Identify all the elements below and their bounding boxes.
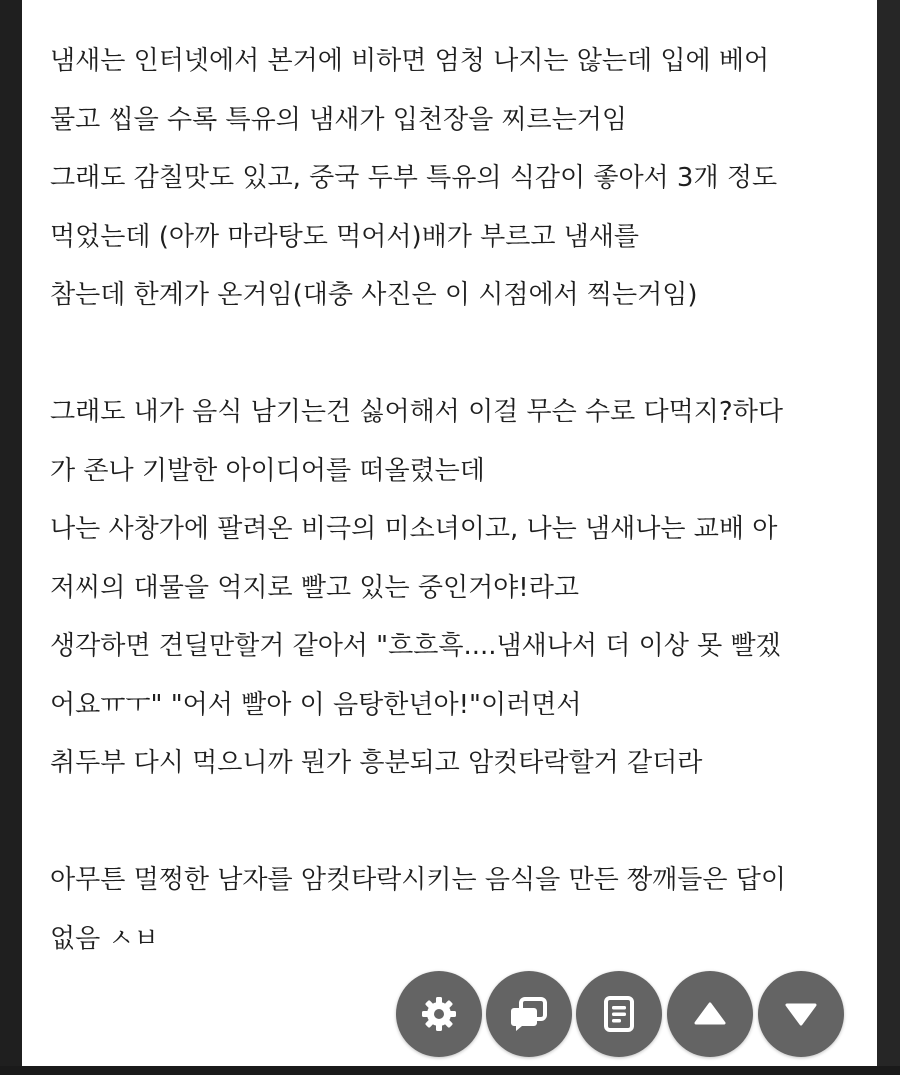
triangle-down-icon [783, 999, 819, 1029]
page-background [22, 0, 877, 1066]
text-line: 저씨의 대물을 억지로 빨고 있는 중인거야!라고 [50, 572, 579, 603]
paragraph-spacer [50, 793, 865, 852]
article-body [50, 32, 865, 968]
text-line: 그래도 감칠맛도 있고, 중국 두부 특유의 식감이 좋아서 3개 정도 [50, 163, 778, 193]
text-line: 냄새는 인터넷에서 본거에 비하면 엄청 나지는 않는데 입에 베어 [50, 46, 770, 76]
paragraph-3 [50, 851, 865, 968]
text-line: 취두부 다시 먹으니까 뭔가 흥분되고 암컷타락할거 같더라 [50, 748, 703, 778]
text-line: 나는 사창가에 팔려온 비극의 미소녀이고, 나는 냄새나는 교배 아 [50, 514, 778, 544]
text-line: 생각하면 견딜만할거 같아서 "흐흐흑....냄새나서 더 이상 못 빨겠 [50, 631, 781, 661]
triangle-up-icon [692, 999, 728, 1029]
viewport-edge-right [877, 0, 900, 1075]
text-line: 어요ㅠㅜ" "어서 빨아 이 음탕한년아!"이러면서 [50, 689, 582, 720]
comments-button[interactable] [486, 971, 572, 1057]
gear-icon [419, 994, 459, 1034]
text-line: 없음 ㅅㅂ [50, 923, 159, 954]
settings-button[interactable] [396, 971, 482, 1057]
text-line: 그래도 내가 음식 남기는건 싫어해서 이걸 무슨 수로 다먹지?하다 [50, 397, 783, 427]
text-line: 먹었는데 (아까 마라탕도 먹어서)배가 부르고 냄새를 [50, 221, 640, 252]
text-line: 아무튼 멀쩡한 남자를 암컷타락시키는 음식을 만든 짱깨들은 답이 [50, 865, 786, 895]
floating-action-bar [396, 971, 844, 1057]
document-list-icon [600, 994, 638, 1034]
list-button[interactable] [576, 971, 662, 1057]
paragraph-1 [50, 32, 865, 325]
paragraph-spacer [50, 325, 865, 384]
text-line: 가 존나 기발한 아이디어를 떠올렸는데 [50, 455, 485, 486]
paragraph-2 [50, 383, 865, 793]
scroll-up-button[interactable] [667, 971, 753, 1057]
comment-icon [508, 993, 550, 1035]
scroll-down-button[interactable] [758, 971, 844, 1057]
viewport-edge-bottom [0, 1066, 900, 1075]
text-line: 물고 씹을 수록 특유의 냄새가 입천장을 찌르는거임 [50, 104, 628, 135]
text-line: 참는데 한계가 온거임(대충 사진은 이 시점에서 찍는거임) [50, 280, 698, 310]
